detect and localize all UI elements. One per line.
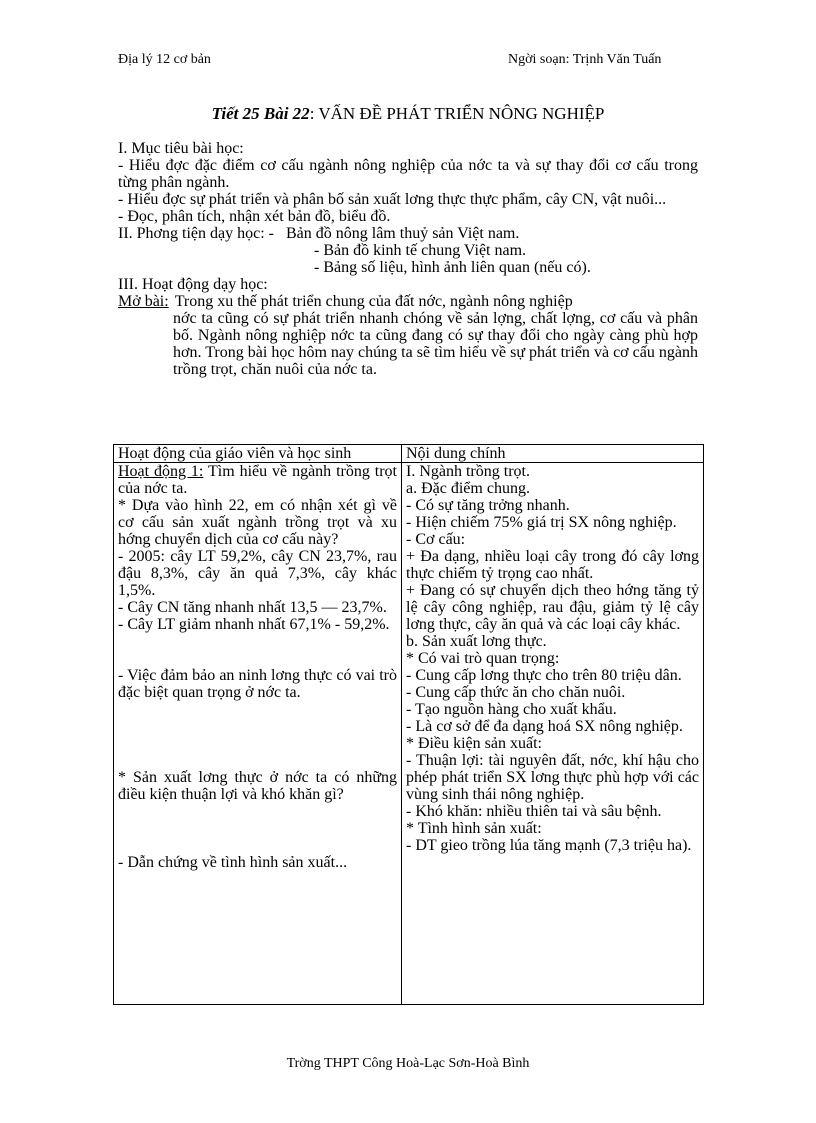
intro-text-first: Trong xu thế phát triển chung của đất nớc, ngành nông nghiệp (174, 293, 573, 310)
activities-heading: III. Hoạt động dạy học: (118, 276, 268, 293)
content-line: - Tạo nguồn hàng cho xuất khẩu. (406, 701, 617, 718)
food-security-note: - Việc đảm bảo an ninh lơng thực có vai trò đặc biệt quan trọng ở nớc ta. (118, 667, 397, 701)
question-structure: * Dựa vào hình 22, em có nhận xét gì về cơ cấu sản xuất ngành trồng trọt và xu hớng chuyển dịch của cơ cấu này? (118, 497, 397, 548)
activity-text: Tìm hiểu về ngành trồng trọt của nớc ta. (118, 463, 398, 497)
answer-food-crops: - Cây LT giảm nhanh nhất 67,1% - 59,2%. (118, 616, 390, 633)
means-heading: II. Phơng tiện dạy học: - (118, 225, 274, 242)
content-line: - Có sự tăng trởng nhanh. (406, 497, 570, 514)
teacher-activities-cell (114, 463, 402, 1005)
activity-1 (118, 463, 397, 497)
answer-2005: - 2005: cây LT 59,2%, cây CN 23,7%, rau đậu 8,3%, cây ăn quả 7,3%, cây khác 1,5%. (118, 548, 397, 599)
content-line: - Khó khăn: nhiều thiên tai và sâu bệnh. (406, 803, 662, 820)
intro-first-line (118, 293, 698, 310)
content-line: * Điều kiện sản xuất: (406, 735, 542, 752)
means-item: - Bảng số liệu, hình ảnh liên quan (nếu có). (314, 259, 591, 276)
objective-item: - Đọc, phân tích, nhận xét bản đồ, biểu đồ. (118, 208, 391, 225)
content-line: + Đang có sự chuyển dịch theo hớng tăng tỷ lệ cây công nghiệp, rau đậu, giảm tỷ lệ cây lơng thực, cây ăn quả và các loại cây khác. (406, 582, 699, 633)
lesson-intro (118, 140, 698, 378)
means-item: - Bản đồ kinh tế chung Việt nam. (314, 242, 527, 259)
content-line: * Có vai trò quan trọng: (406, 650, 560, 667)
intro-label: Mở bài: (118, 293, 169, 310)
intro-text-rest: nớc ta cũng có sự phát triển nhanh chóng về sản lợng, chất lợng, cơ cấu và phân bố. Ngành nông nghiệp nớc ta cũng đang có sự thay đổi cho ngày càng phù hợp hơn. Trong bài học hôm nay chúng ta sẽ tìm hiểu về sự phát triển và cơ cấu ngành trồng trọt, chăn nuôi của nớc ta. (173, 310, 698, 378)
header-left: Địa lý 12 cơ bản (118, 52, 211, 67)
content-line: + Đa dạng, nhiều loại cây trong đó cây lơng thực chiếm tỷ trọng cao nhất. (406, 548, 699, 582)
content-line: b. Sản xuất lơng thực. (406, 633, 547, 650)
content-line: - Hiện chiếm 75% giá trị SX nông nghiệp. (406, 514, 677, 531)
answer-industrial-crops: - Cây CN tăng nhanh nhất 13,5 — 23,7%. (118, 599, 387, 616)
content-line: - Là cơ sở để đa dạng hoá SX nông nghiệp. (406, 718, 683, 735)
question-conditions: * Sản xuất lơng thực ở nớc ta có những điều kiện thuận lợi và khó khăn gì? (118, 769, 397, 803)
content-line: * Tình hình sản xuất: (406, 820, 542, 837)
content-line: - Cơ cấu: (406, 531, 466, 548)
objectives-heading: I. Mục tiêu bài học: (118, 140, 244, 157)
page-footer: Trờng THPT Công Hoà-Lạc Sơn-Hoà Bình (286, 1056, 530, 1071)
content-line: I. Ngành trồng trọt. (406, 463, 530, 480)
content-line: a. Đặc điểm chung. (406, 480, 530, 497)
table-row (114, 463, 704, 1005)
objective-item: - Hiểu đợc sự phát triển và phân bố sản xuất lơng thực thực phẩm, cây CN, vật nuôi... (118, 191, 667, 208)
lesson-heading: : VẤN ĐỀ PHÁT TRIỂN NÔNG NGHIỆP (309, 104, 605, 123)
table-header-teacher: Hoạt động của giáo viên và học sinh (114, 445, 402, 463)
evidence-note: - Dẫn chứng về tình hình sản xuất... (118, 854, 348, 871)
means-first (118, 225, 698, 242)
means-item: Bản đồ nông lâm thuỷ sản Việt nam. (285, 225, 520, 242)
lesson-table (113, 444, 704, 1005)
lesson-title (0, 104, 816, 124)
objective-item: - Hiểu đợc đặc điểm cơ cấu ngành nông nghiệp của nớc ta và sự thay đổi cơ cấu trong từng phân ngành. (118, 157, 698, 191)
table-header-content: Nội dung chính (402, 445, 704, 463)
main-content-cell (402, 463, 704, 1005)
header-right: Ngời soạn: Trịnh Văn Tuấn (508, 52, 662, 67)
content-line: - Cung cấp thức ăn cho chăn nuôi. (406, 684, 626, 701)
lesson-number: Tiết 25 Bài 22 (211, 104, 310, 123)
activity-label: Hoạt động 1: (118, 463, 204, 480)
content-line: - Cung cấp lơng thực cho trên 80 triệu dân. (406, 667, 682, 684)
content-line: - DT gieo trồng lúa tăng mạnh (7,3 triệu ha). (406, 837, 692, 854)
content-line: - Thuận lợi: tài nguyên đất, nớc, khí hậu cho phép phát triển SX lơng thực phù hợp với các vùng sinh thái nông nghiệp. (406, 752, 699, 803)
